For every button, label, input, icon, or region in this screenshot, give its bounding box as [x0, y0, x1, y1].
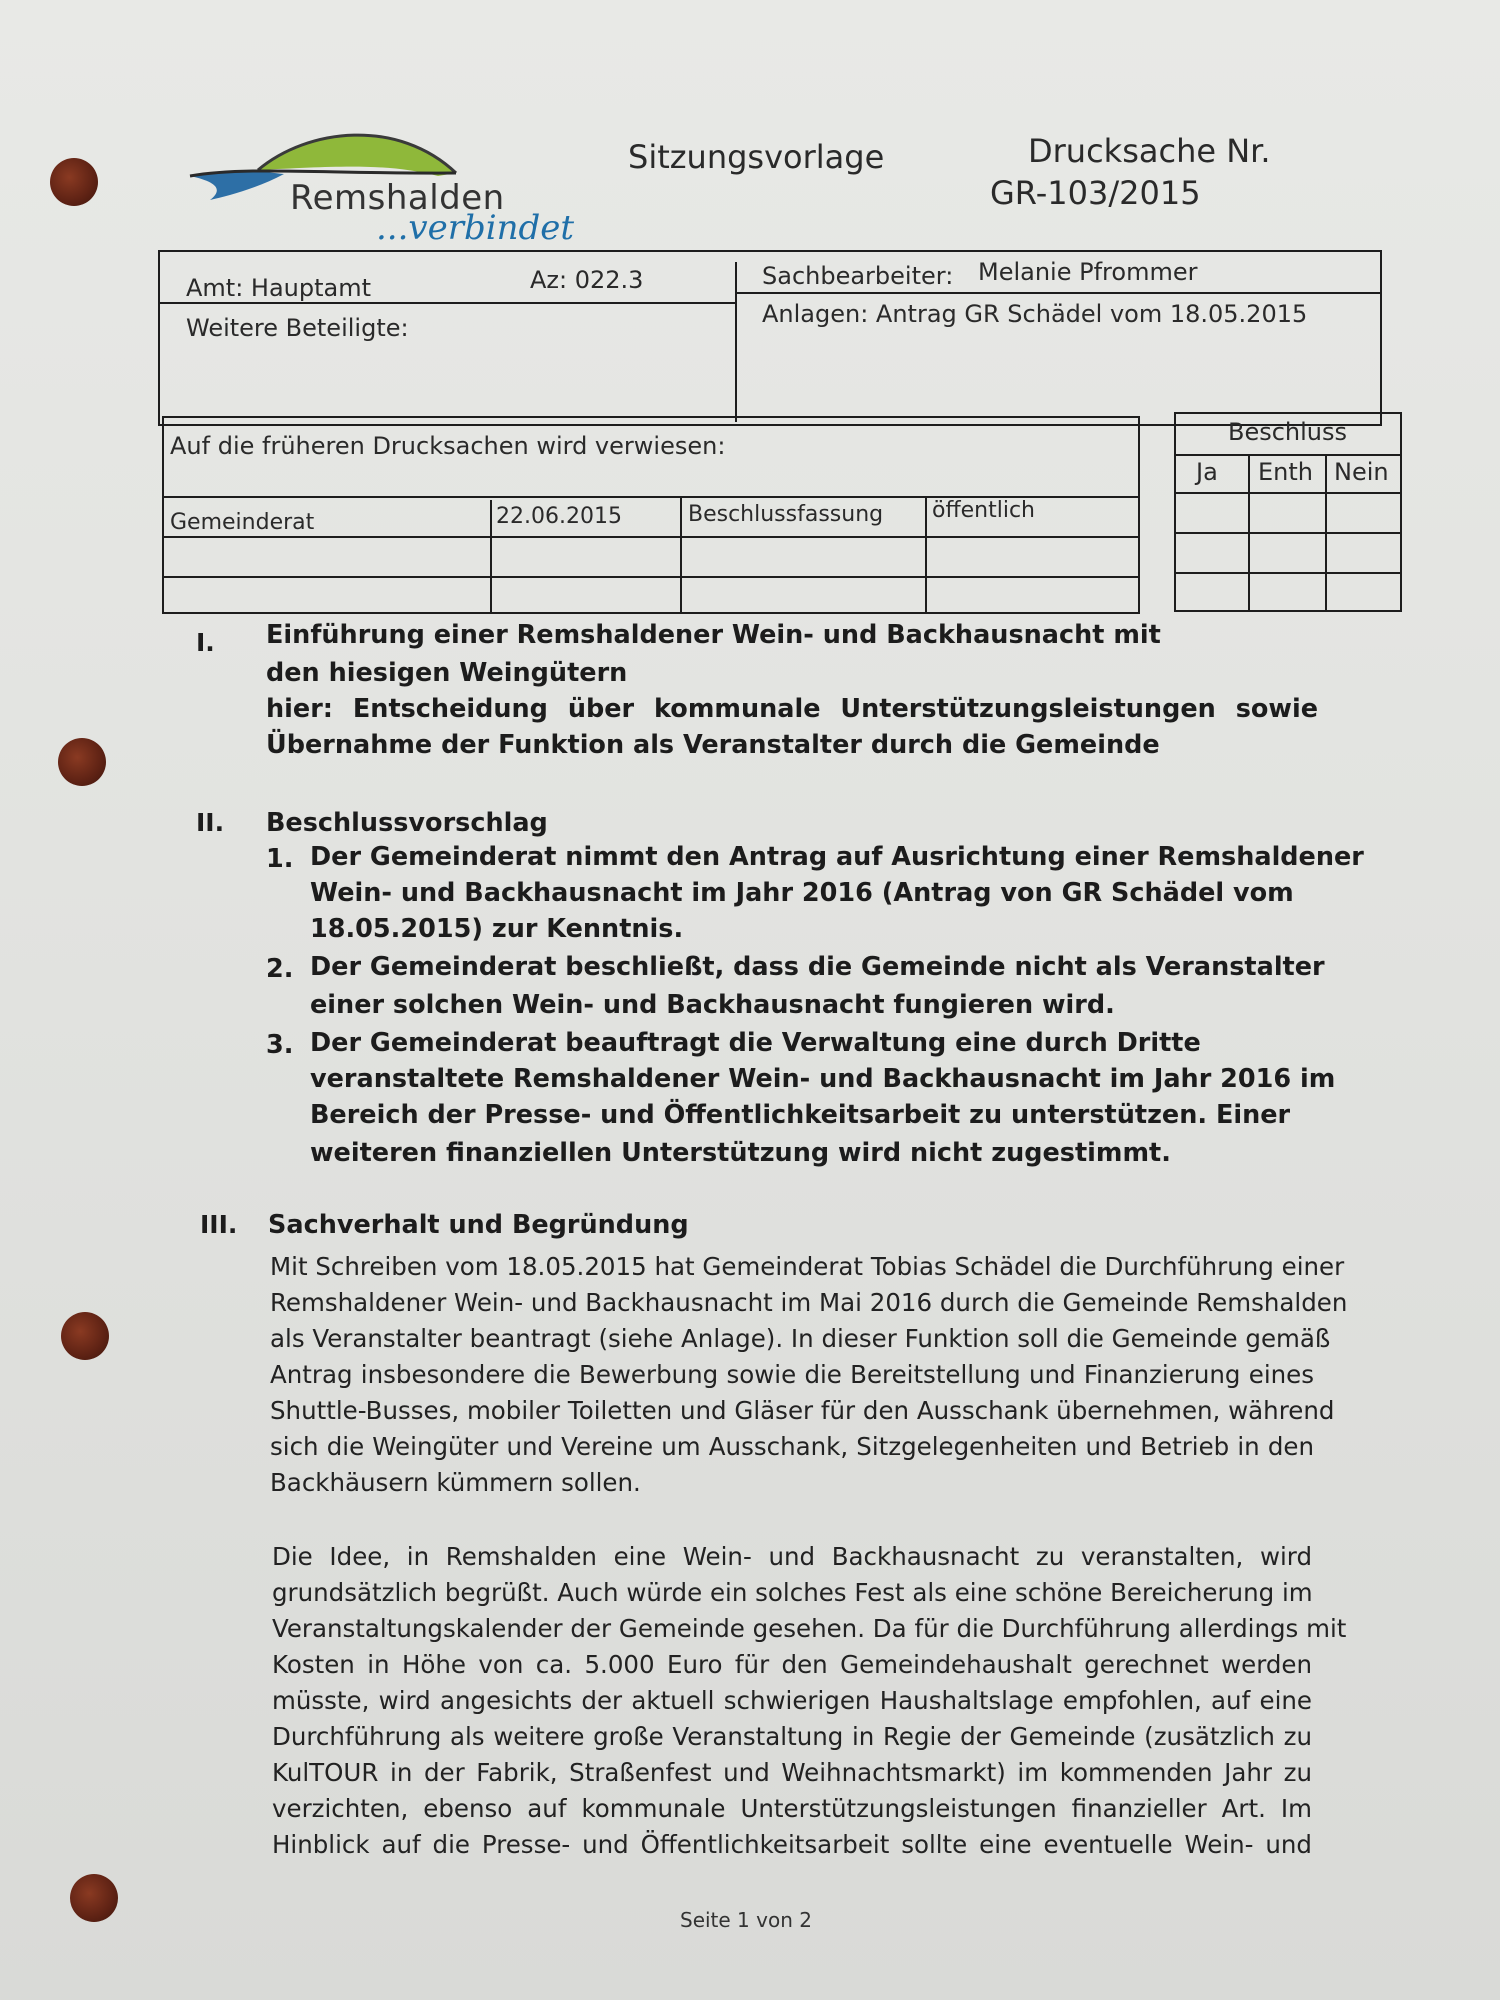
body-line: Durchführung als weitere große Veranstaltung in Regie der Gemeinde (zusätzlich zu [272, 1722, 1312, 1751]
section-3-number: III. [200, 1210, 238, 1239]
body-line: Die Idee, in Remshalden eine Wein- und Backhausnacht zu veranstalten, wird [272, 1542, 1312, 1571]
proposal-line: Bereich der Presse- und Öffentlichkeitsarbeit zu unterstützen. Einer [310, 1100, 1291, 1130]
body-line: Antrag insbesondere die Bewerbung sowie die Bereitstellung und Finanzierung eines [270, 1360, 1314, 1389]
proposal-line: Der Gemeinderat beschließt, dass die Gemeinde nicht als Veranstalter [310, 952, 1325, 982]
punch-hole [50, 158, 98, 206]
body-line: Remshaldener Wein- und Backhausnacht im Mai 2016 durch die Gemeinde Remshalden [270, 1288, 1348, 1317]
proposal-line: Der Gemeinderat beauftragt die Verwaltung eine durch Dritte [310, 1028, 1201, 1058]
body-cell: Gemeinderat [170, 510, 315, 535]
body-line: Hinblick auf die Presse- und Öffentlichkeitsarbeit sollte eine eventuelle Wein- und [272, 1830, 1312, 1859]
proposal-line: veranstaltete Remshaldener Wein- und Backhausnacht im Jahr 2016 im [310, 1064, 1336, 1094]
section-3-title: Sachverhalt und Begründung [268, 1210, 689, 1240]
document-type: Sitzungsvorlage [628, 138, 885, 176]
reference-note: Auf die früheren Drucksachen wird verwiesen: [170, 432, 726, 460]
print-number: GR-103/2015 [990, 174, 1201, 212]
body-line: sich die Weingüter und Vereine um Ausschank, Sitzgelegenheiten und Betrieb in den [270, 1432, 1314, 1461]
subject-line: Einführung einer Remshaldener Wein- und Backhausnacht mit [266, 620, 1161, 650]
subject-line: den hiesigen Weingütern [266, 658, 628, 688]
body-line: Veranstaltungskalender der Gemeinde gesehen. Da für die Durchführung allerdings mit [272, 1614, 1347, 1643]
case-officer: Melanie Pfrommer [978, 258, 1198, 286]
vote-yes-header: Ja [1196, 458, 1218, 486]
body-line: verzichten, ebenso auf kommunale Unterstützungsleistungen finanzieller Art. Im [272, 1794, 1312, 1823]
body-line: Mit Schreiben vom 18.05.2015 hat Gemeinderat Tobias Schädel die Durchführung einer [270, 1252, 1345, 1281]
section-2-title: Beschlussvorschlag [266, 808, 548, 838]
subject-line: Übernahme der Funktion als Veranstalter durch die Gemeinde [266, 730, 1160, 760]
section-1-number: I. [196, 628, 215, 657]
proposal-number: 3. [266, 1030, 294, 1060]
case-officer-label: Sachbearbeiter: [762, 262, 954, 290]
proposal-number: 1. [266, 844, 294, 874]
proposal-number: 2. [266, 954, 294, 984]
office-field: Amt: Hauptamt [186, 274, 372, 302]
vote-abstain-header: Enth [1258, 458, 1313, 486]
page-number: Seite 1 von 2 [680, 1908, 812, 1932]
proposal-line: Wein- und Backhausnacht im Jahr 2016 (Antrag von GR Schädel vom [310, 878, 1294, 908]
punch-hole [58, 738, 106, 786]
vote-no-header: Nein [1334, 458, 1389, 486]
body-line: grundsätzlich begrüßt. Auch würde ein solches Fest als eine schöne Bereicherung im [272, 1578, 1313, 1607]
proposal-line: weiteren finanziellen Unterstützung wird nicht zugestimmt. [310, 1138, 1171, 1168]
attachments: Anlagen: Antrag GR Schädel vom 18.05.2015 [762, 300, 1308, 328]
section-2-number: II. [196, 808, 225, 837]
date-cell: 22.06.2015 [496, 504, 622, 529]
body-line: Shuttle-Busses, mobiler Toiletten und Gläser für den Ausschank übernehmen, während [270, 1396, 1335, 1425]
file-reference: Az: 022.3 [530, 266, 644, 294]
purpose-cell: Beschlussfassung [688, 502, 884, 527]
logo-tagline: ...verbindet [376, 208, 575, 248]
subject-line: hier: Entscheidung über kommunale Unterstützungsleistungen sowie [266, 694, 1318, 724]
visibility-cell: öffentlich [932, 498, 1035, 523]
body-line: Kosten in Höhe von ca. 5.000 Euro für den Gemeindehaushalt gerechnet werden [272, 1650, 1312, 1679]
body-line: KulTOUR in der Fabrik, Straßenfest und Weihnachtsmarkt) im kommenden Jahr zu [272, 1758, 1312, 1787]
proposal-line: 18.05.2015) zur Kenntnis. [310, 914, 684, 944]
punch-hole [61, 1312, 109, 1360]
body-line: müsste, wird angesichts der aktuell schwierigen Haushaltslage empfohlen, auf eine [272, 1686, 1312, 1715]
body-line: Backhäusern kümmern sollen. [270, 1468, 641, 1497]
print-number-label: Drucksache Nr. [1028, 132, 1271, 170]
punch-hole [70, 1874, 118, 1922]
resolution-title: Beschluss [1228, 418, 1348, 446]
other-parties: Weitere Beteiligte: [186, 314, 409, 342]
body-line: als Veranstalter beantragt (siehe Anlage). In dieser Funktion soll die Gemeinde gemäß [270, 1324, 1331, 1353]
proposal-line: einer solchen Wein- und Backhausnacht fungieren wird. [310, 990, 1115, 1020]
proposal-line: Der Gemeinderat nimmt den Antrag auf Ausrichtung einer Remshaldener [310, 842, 1364, 872]
logo-name: Remshalden [290, 178, 505, 218]
